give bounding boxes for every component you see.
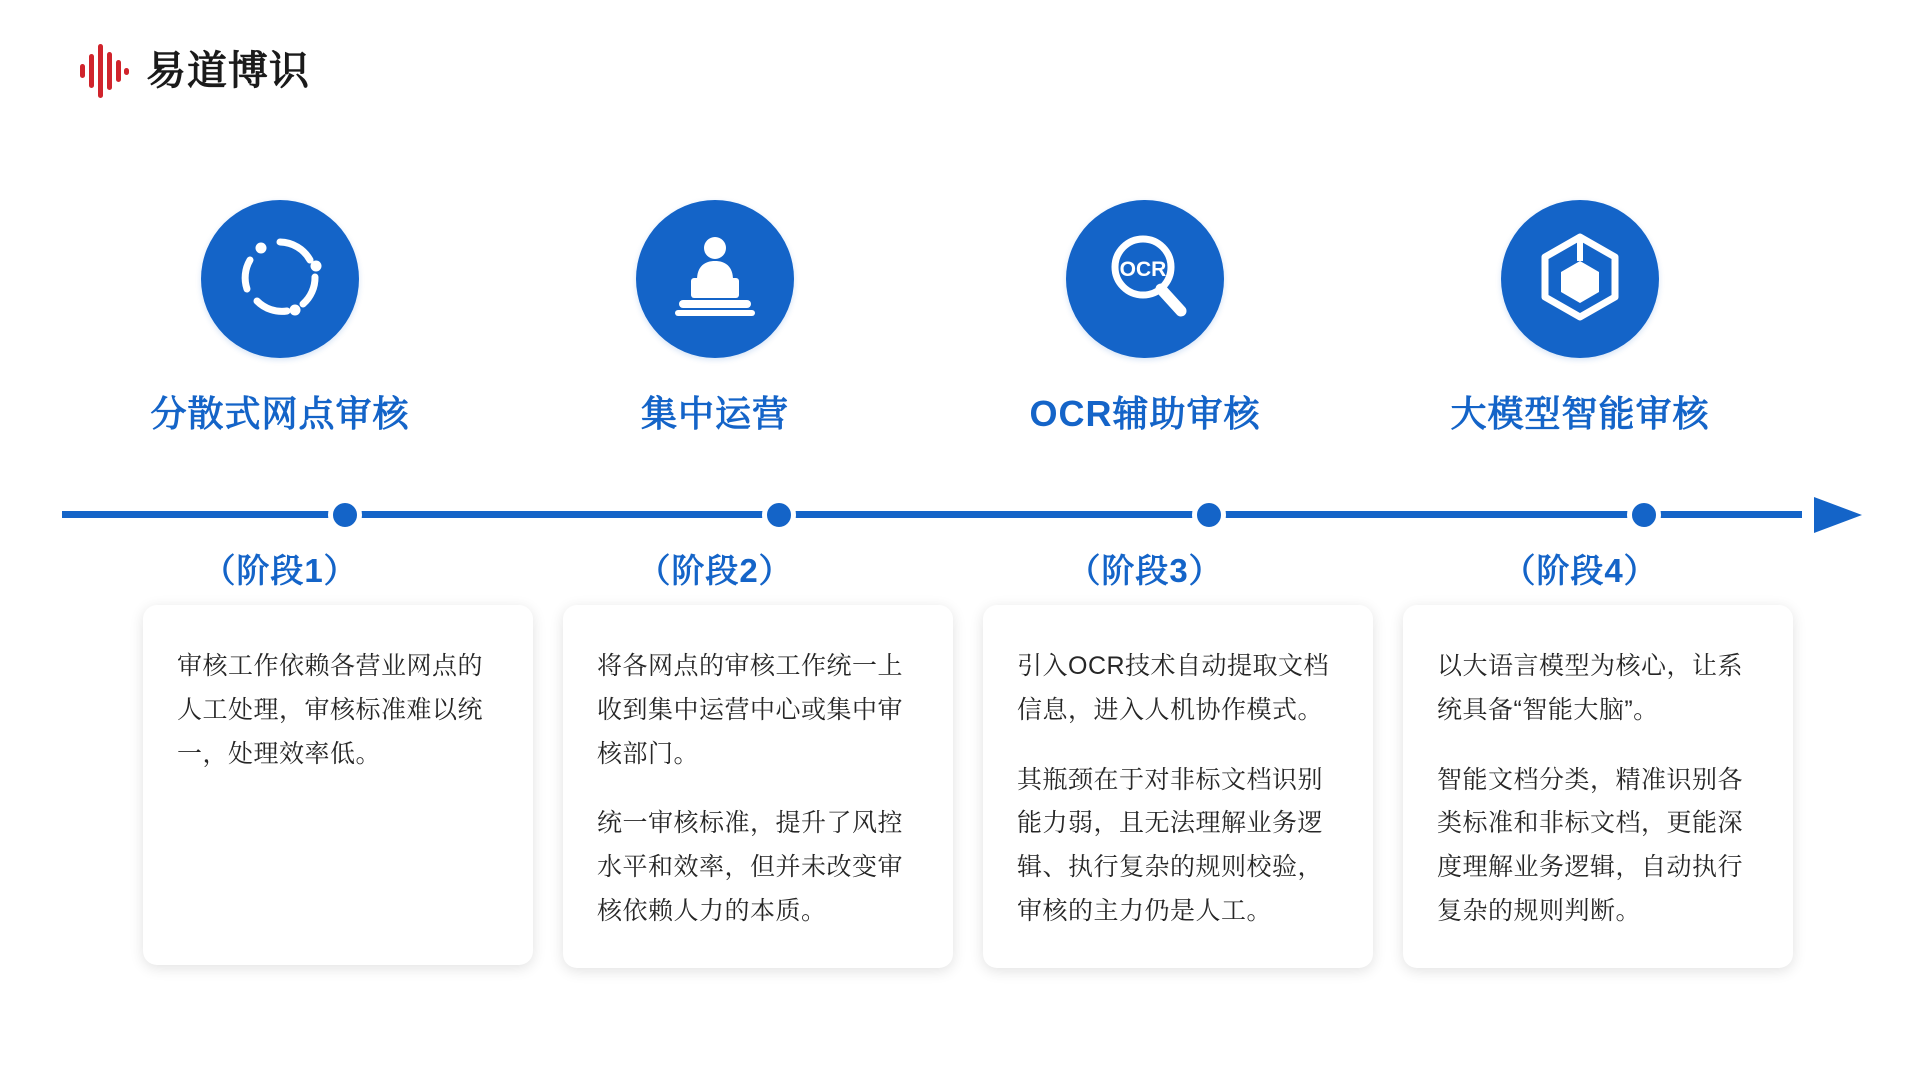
timeline-dot-2	[762, 498, 796, 532]
svg-text:OCR: OCR	[1119, 257, 1167, 281]
timeline-axis	[62, 495, 1862, 535]
card-3-paragraph-2: 其瓶颈在于对非标文档识别能力弱，且无法理解业务逻辑、执行复杂的规则校验，审核的主力仍是人工。	[1017, 765, 1324, 925]
phase-label-2: （阶段2）	[637, 552, 793, 589]
stage-title-2: 集中运营	[640, 393, 789, 434]
dashed-circle-icon	[237, 234, 323, 325]
stage-icon-circle-2	[636, 200, 794, 358]
card-2-paragraph-1: 将各网点的审核工作统一上收到集中运营中心或集中审核部门。	[597, 652, 904, 768]
card-3-paragraph-1: 引入OCR技术自动提取文档信息，进入人机协作模式。	[1017, 652, 1330, 724]
stage-head-2	[535, 200, 895, 437]
stage-icon-circle-4	[1501, 200, 1659, 358]
stage-title-3: OCR辅助审核	[1029, 393, 1261, 434]
stage-head-3	[965, 200, 1325, 437]
stage-head-4	[1400, 200, 1760, 437]
sound-wave-bars-icon	[78, 42, 130, 100]
ocr-magnifier-icon	[1099, 231, 1191, 328]
stage-icon-circle-1	[201, 200, 359, 358]
stage-heads	[0, 200, 1920, 500]
stage-card-3	[983, 605, 1373, 968]
timeline-dot-1	[328, 498, 362, 532]
stage-head-1	[100, 200, 460, 437]
phase-label-1: （阶段1）	[202, 552, 358, 589]
timeline-line	[62, 511, 1802, 518]
timeline-dot-3	[1192, 498, 1226, 532]
brand-name: 易道博识	[146, 49, 310, 93]
card-2-paragraph-2: 统一审核标准，提升了风控水平和效率，但并未改变审核依赖人力的本质。	[597, 809, 904, 925]
stage-title-4: 大模型智能审核	[1450, 393, 1710, 434]
timeline-dot-4	[1627, 498, 1661, 532]
card-4-paragraph-2: 智能文档分类，精准识别各类标准和非标文档，更能深度理解业务逻辑，自动执行复杂的规则判断。	[1437, 765, 1744, 925]
phase-label-3: （阶段3）	[1067, 552, 1223, 589]
cube-box-icon	[1537, 231, 1623, 328]
stage-icon-circle-3	[1066, 200, 1224, 358]
stage-card-1	[143, 605, 533, 965]
brand-logo	[78, 42, 310, 100]
card-4-paragraph-1: 以大语言模型为核心，让系统具备“智能大脑”。	[1437, 652, 1744, 724]
person-at-desk-icon	[669, 234, 761, 325]
stage-card-2	[563, 605, 953, 968]
right-arrow-icon	[1814, 497, 1862, 533]
stage-card-4	[1403, 605, 1793, 968]
stage-title-1: 分散式网点审核	[150, 393, 410, 434]
card-1-paragraph-1: 审核工作依赖各营业网点的人工处理，审核标准难以统一，处理效率低。	[177, 652, 484, 768]
phase-label-4: （阶段4）	[1502, 552, 1658, 589]
